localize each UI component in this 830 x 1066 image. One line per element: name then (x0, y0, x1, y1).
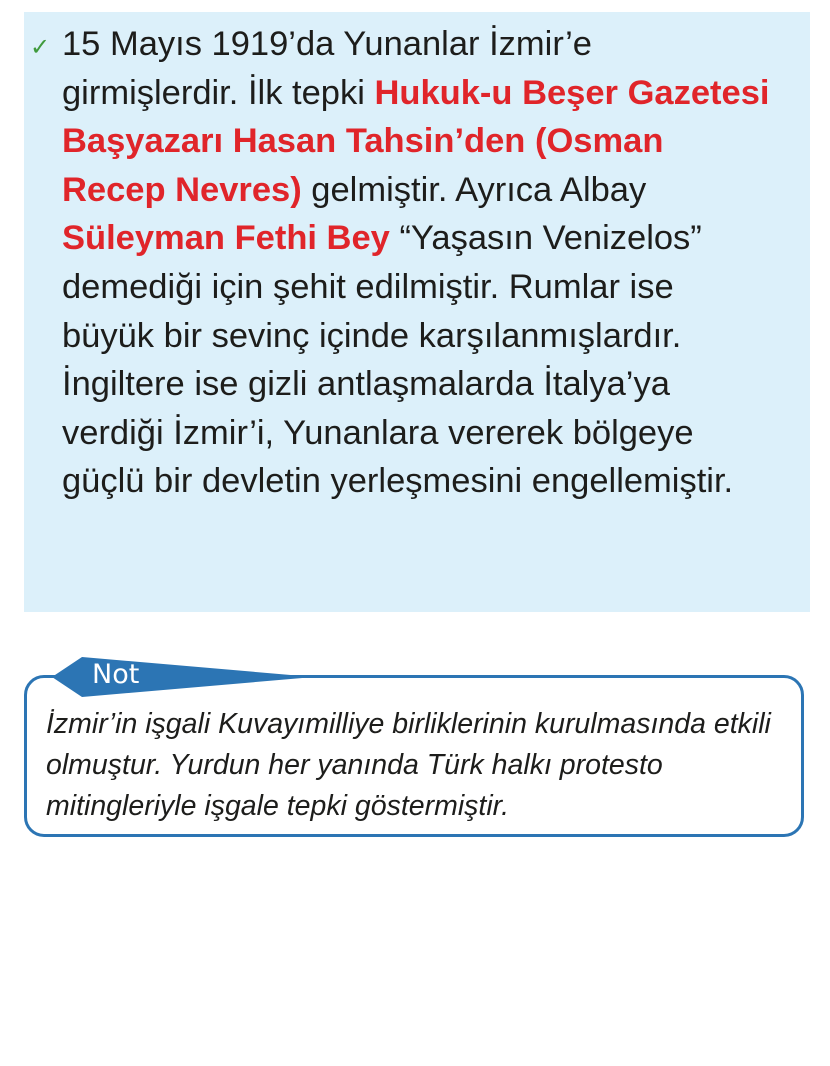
highlight-hasan-tahsin: Hukuk-u Beşer Gazetesi Başyazarı Hasan Tahsin’den (Osman Recep Nevres) (62, 73, 770, 209)
note-text: İzmir’in işgali Kuvayımilliye birliklerinin kurulmasında etkili olmuştur. Yurdun her yanında Türk halkı protesto mitingleriyle işgale tepki göstermiştir. (46, 708, 771, 822)
check-icon: ✓ (30, 34, 51, 61)
info-paragraph (62, 20, 774, 506)
note-label: Not (92, 659, 140, 690)
info-text-part: gelmiştir. Ayrıca Albay (301, 170, 647, 209)
info-text-part: “Yaşasın Venizelos” demediği için şehit edilmiştir. Rumlar ise büyük bir sevinç içinde karşılanmışlardır. İngiltere ise gizli antlaşmalarda İtalya’ya verdiği İzmir’i, Yunanlara vererek bölgeye güçlü bir devletin yerleşmesini engellemiştir. (62, 219, 734, 501)
highlight-suleyman-fethi-bey: Süleyman Fethi Bey (62, 219, 390, 258)
info-text-part: 15 Mayıs 1919’da Yunanlar İzmir’e girmişlerdir. İlk tepki (62, 25, 592, 112)
